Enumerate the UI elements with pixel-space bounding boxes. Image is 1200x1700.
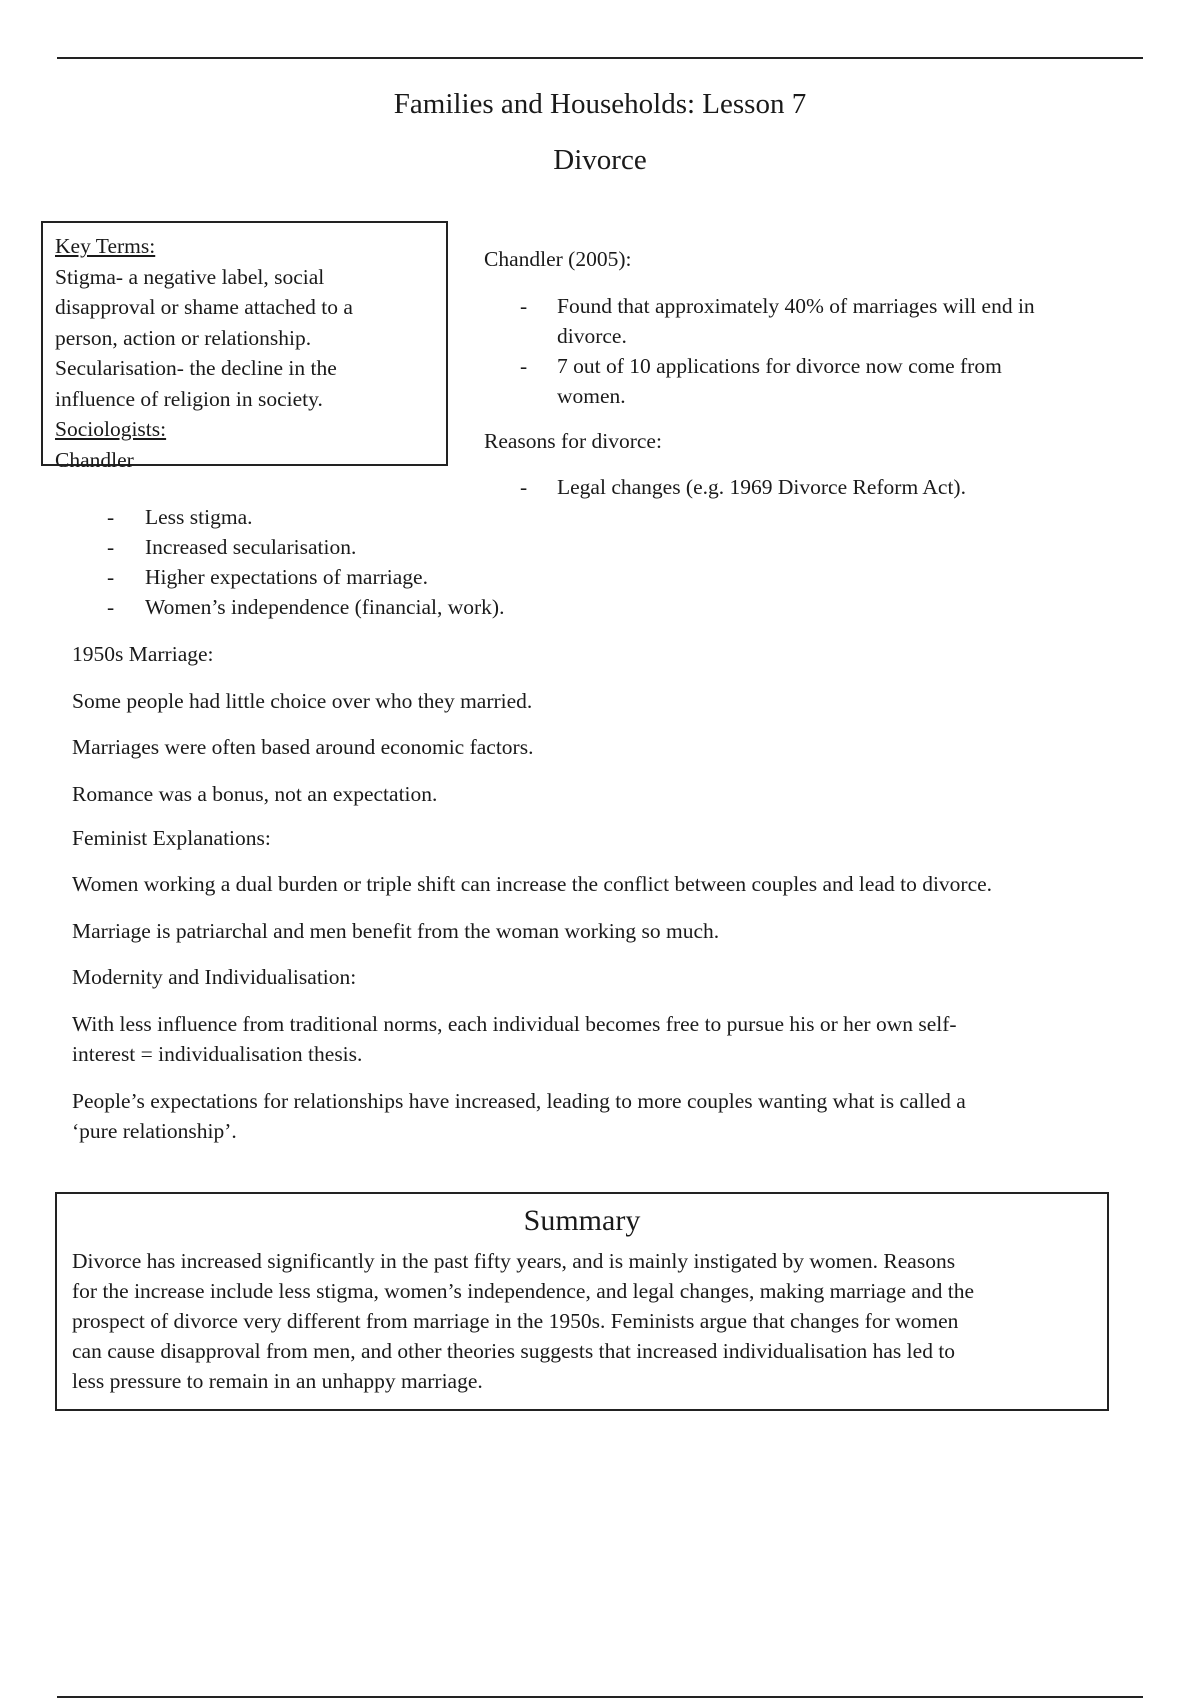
bullet-text: divorce. bbox=[557, 324, 627, 348]
summary-body bbox=[72, 1246, 1092, 1396]
paragraph: Romance was a bonus, not an expectation. bbox=[72, 782, 438, 806]
bottom-rule bbox=[57, 1696, 1143, 1698]
section-heading-feminist: Feminist Explanations: bbox=[72, 826, 271, 850]
paragraph-line: interest = individualisation thesis. bbox=[72, 1042, 363, 1066]
summary-title: Summary bbox=[523, 1204, 641, 1237]
sociologists-heading: Sociologists: bbox=[55, 417, 167, 441]
summary-line: prospect of divorce very different from marriage in the 1950s. Feminists argue that changes for women bbox=[72, 1309, 959, 1333]
summary-line: less pressure to remain in an unhappy marriage. bbox=[72, 1369, 483, 1393]
summary-line: Divorce has increased significantly in the past fifty years, and is mainly instigated by women. Reasons bbox=[72, 1249, 956, 1273]
key-term-line: influence of religion in society. bbox=[55, 386, 323, 411]
paragraph-line: People’s expectations for relationships have increased, leading to more couples wanting what is called a bbox=[72, 1089, 966, 1113]
sociologist-name: Chandler bbox=[55, 447, 134, 472]
paragraph: Marriage is patriarchal and men benefit from the woman working so much. bbox=[72, 919, 720, 943]
paragraph-line: ‘pure relationship’. bbox=[72, 1119, 237, 1143]
page-title: Families and Households: Lesson 7 bbox=[393, 88, 807, 120]
bullet-dash: - bbox=[520, 475, 528, 499]
bullet-text: Women’s independence (financial, work). bbox=[145, 595, 505, 619]
reasons-heading: Reasons for divorce: bbox=[484, 429, 662, 453]
paragraph: Marriages were often based around economic factors. bbox=[72, 735, 534, 759]
bullet-text: Legal changes (e.g. 1969 Divorce Reform Act). bbox=[557, 475, 966, 499]
summary-line: can cause disapproval from men, and other theories suggests that increased individualisation has led to bbox=[72, 1339, 956, 1363]
bullet-text: Increased secularisation. bbox=[145, 535, 357, 559]
bullet-dash: - bbox=[520, 354, 528, 378]
paragraph: Some people had little choice over who they married. bbox=[72, 689, 533, 713]
key-term-line: person, action or relationship. bbox=[55, 325, 312, 350]
bullet-text: women. bbox=[557, 384, 626, 408]
bullet-dash: - bbox=[107, 505, 115, 529]
paragraph-line: With less influence from traditional norms, each individual becomes free to pursue his or her own self- bbox=[72, 1012, 957, 1036]
bullet-dash: - bbox=[520, 294, 528, 318]
summary-box bbox=[55, 1192, 1109, 1411]
bullet-dash: - bbox=[107, 535, 115, 559]
paragraph: Women working a dual burden or triple shift can increase the conflict between couples and lead to divorce. bbox=[72, 872, 993, 896]
bullet-text: Found that approximately 40% of marriages will end in bbox=[557, 294, 1035, 318]
key-terms-heading: Key Terms: bbox=[55, 234, 156, 258]
key-terms-box bbox=[41, 221, 448, 472]
bullet-dash: - bbox=[107, 565, 115, 589]
key-term-line: disapproval or shame attached to a bbox=[55, 295, 353, 319]
chandler-heading: Chandler (2005): bbox=[484, 247, 632, 271]
bullet-text: Less stigma. bbox=[145, 505, 253, 529]
top-rule bbox=[57, 57, 1143, 59]
bullet-text: Higher expectations of marriage. bbox=[145, 565, 428, 589]
page-subtitle: Divorce bbox=[553, 144, 647, 176]
bullet-text: 7 out of 10 applications for divorce now come from bbox=[557, 354, 1002, 378]
summary-line: for the increase include less stigma, women’s independence, and legal changes, making marriage and the bbox=[72, 1279, 975, 1303]
section-heading-1950s: 1950s Marriage: bbox=[72, 642, 214, 666]
key-term-line: Secularisation- the decline in the bbox=[55, 356, 337, 380]
bullet-dash: - bbox=[107, 595, 115, 619]
key-term-line: Stigma- a negative label, social bbox=[55, 264, 325, 289]
section-heading-modernity: Modernity and Individualisation: bbox=[72, 965, 357, 989]
